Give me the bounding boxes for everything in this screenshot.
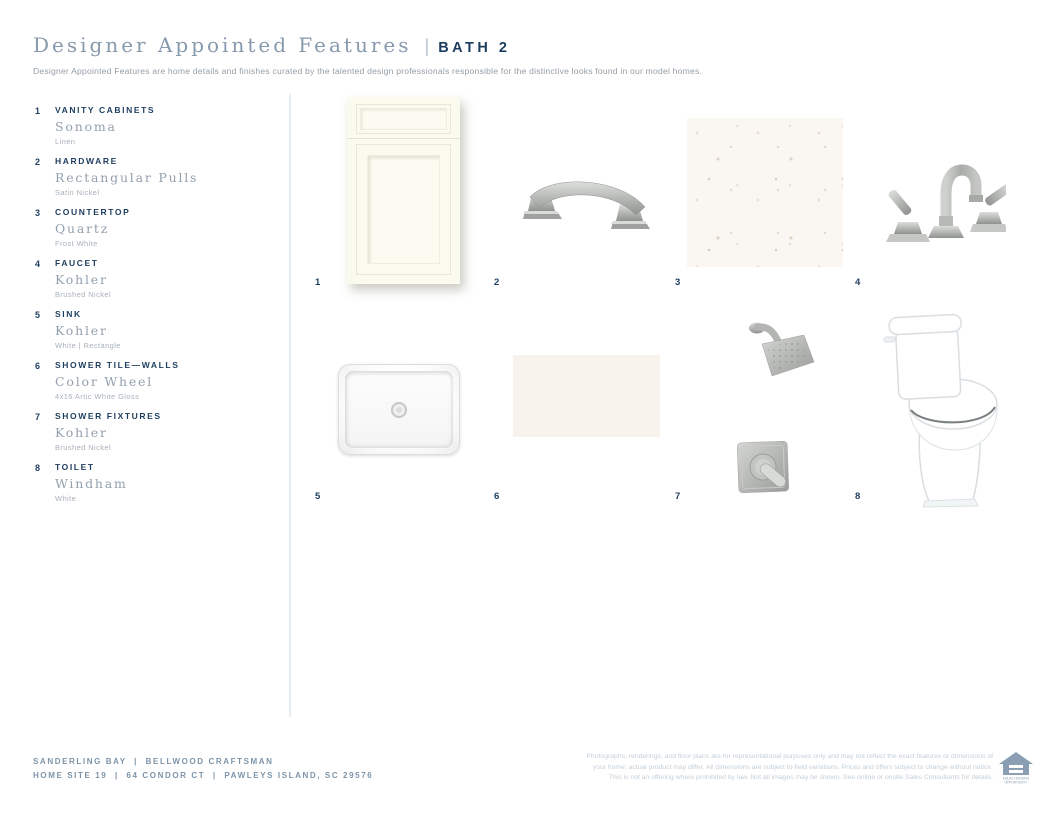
room-label: BATH 2 <box>438 40 511 56</box>
title-separator: | <box>424 36 430 56</box>
sink-image <box>338 364 460 455</box>
faucet-image <box>886 150 1006 248</box>
gallery-number-5: 5 <box>315 491 321 502</box>
feature-item-shower-fixtures <box>33 411 285 452</box>
feature-item-countertop <box>33 207 285 248</box>
feature-finish: Frost White <box>55 239 98 248</box>
gallery-number-8: 8 <box>855 491 861 502</box>
shower-tile-swatch <box>513 355 660 437</box>
feature-category: FAUCET <box>55 258 99 268</box>
feature-category: TOILET <box>55 462 95 472</box>
equal-housing-text-1: EQUAL HOUSING <box>1002 776 1030 781</box>
gallery-number-1: 1 <box>315 277 321 288</box>
feature-number: 4 <box>35 259 41 269</box>
feature-category: HARDWARE <box>55 156 118 166</box>
feature-name: Quartz <box>55 221 110 236</box>
feature-finish: White | Rectangle <box>55 341 121 350</box>
vertical-divider <box>289 94 291 717</box>
feature-item-hardware <box>33 156 285 197</box>
cabinet-gap-line <box>347 138 460 139</box>
feature-finish: 4x16 Artic White Gloss <box>55 392 140 401</box>
page-header <box>33 33 510 57</box>
feature-number: 3 <box>35 208 41 218</box>
hardware-pull-image <box>523 161 651 231</box>
gallery-number-3: 3 <box>675 277 681 288</box>
feature-name: Windham <box>55 476 128 491</box>
sink-drain <box>391 402 407 418</box>
countertop-quartz-swatch <box>687 118 843 267</box>
cabinet-door-front <box>356 144 451 275</box>
feature-item-toilet <box>33 462 285 503</box>
gallery-number-2: 2 <box>494 277 500 288</box>
feature-name: Sonoma <box>55 119 117 134</box>
feature-name: Kohler <box>55 272 108 287</box>
gallery-number-4: 4 <box>855 277 861 288</box>
gallery-number-6: 6 <box>494 491 500 502</box>
feature-name: Color Wheel <box>55 374 154 389</box>
feature-category: COUNTERTOP <box>55 207 131 217</box>
feature-name: Rectangular Pulls <box>55 170 199 185</box>
feature-number: 5 <box>35 310 41 320</box>
footer-community-line: SANDERLING BAY | BELLWOOD CRAFTSMAN <box>33 757 274 766</box>
feature-finish: Brushed Nickel <box>55 290 112 299</box>
feature-number: 7 <box>35 412 41 422</box>
disclaimer-line-1: Photographs, renderings, and floor plans are for representational purposes only and may not reflect the exact features or dimensions of <box>586 753 993 760</box>
toilet-image <box>883 304 1003 510</box>
footer-disclaimer <box>518 752 993 784</box>
shower-valve-image <box>734 435 792 501</box>
feature-item-vanity-cabinets <box>33 105 285 146</box>
feature-name: Kohler <box>55 425 108 440</box>
feature-item-faucet <box>33 258 285 299</box>
feature-category: SINK <box>55 309 82 319</box>
feature-number: 6 <box>35 361 41 371</box>
feature-number: 8 <box>35 463 41 473</box>
equal-housing-text-2: OPPORTUNITY <box>1004 780 1028 785</box>
feature-item-shower-tile <box>33 360 285 401</box>
feature-category: VANITY CABINETS <box>55 105 156 115</box>
page-title: Designer Appointed Features <box>33 33 412 57</box>
feature-finish: Brushed Nickel <box>55 443 112 452</box>
page-subtitle: Designer Appointed Features are home details and finishes curated by the talented design professionals responsible for the distinctive looks found in our model homes. <box>33 66 703 76</box>
footer-address-line: HOME SITE 19 | 64 CONDOR CT | PAWLEYS ISLAND, SC 29576 <box>33 771 374 780</box>
feature-finish: Linen <box>55 137 76 146</box>
feature-category: SHOWER FIXTURES <box>55 411 162 421</box>
disclaimer-line-2: your home; actual product may differ. All dimensions are subject to field variations. Prices and offers subject to change without notice. <box>592 763 993 771</box>
equal-housing-opportunity-icon <box>999 751 1033 785</box>
feature-finish: Satin Nickel <box>55 188 100 197</box>
feature-finish: White <box>55 494 77 503</box>
gallery-number-7: 7 <box>675 491 681 502</box>
feature-number: 2 <box>35 157 41 167</box>
feature-name: Kohler <box>55 323 108 338</box>
cabinet-drawer-front <box>356 104 451 134</box>
feature-number: 1 <box>35 106 41 116</box>
vanity-cabinet-image <box>347 97 460 284</box>
shower-head-image <box>742 318 818 380</box>
disclaimer-line-3: This is not an offering where prohibited by law. Not all images may be shown. See online or onsite Sales Consultants for details. <box>608 774 993 781</box>
feature-item-sink <box>33 309 285 350</box>
feature-category: SHOWER TILE—WALLS <box>55 360 180 370</box>
